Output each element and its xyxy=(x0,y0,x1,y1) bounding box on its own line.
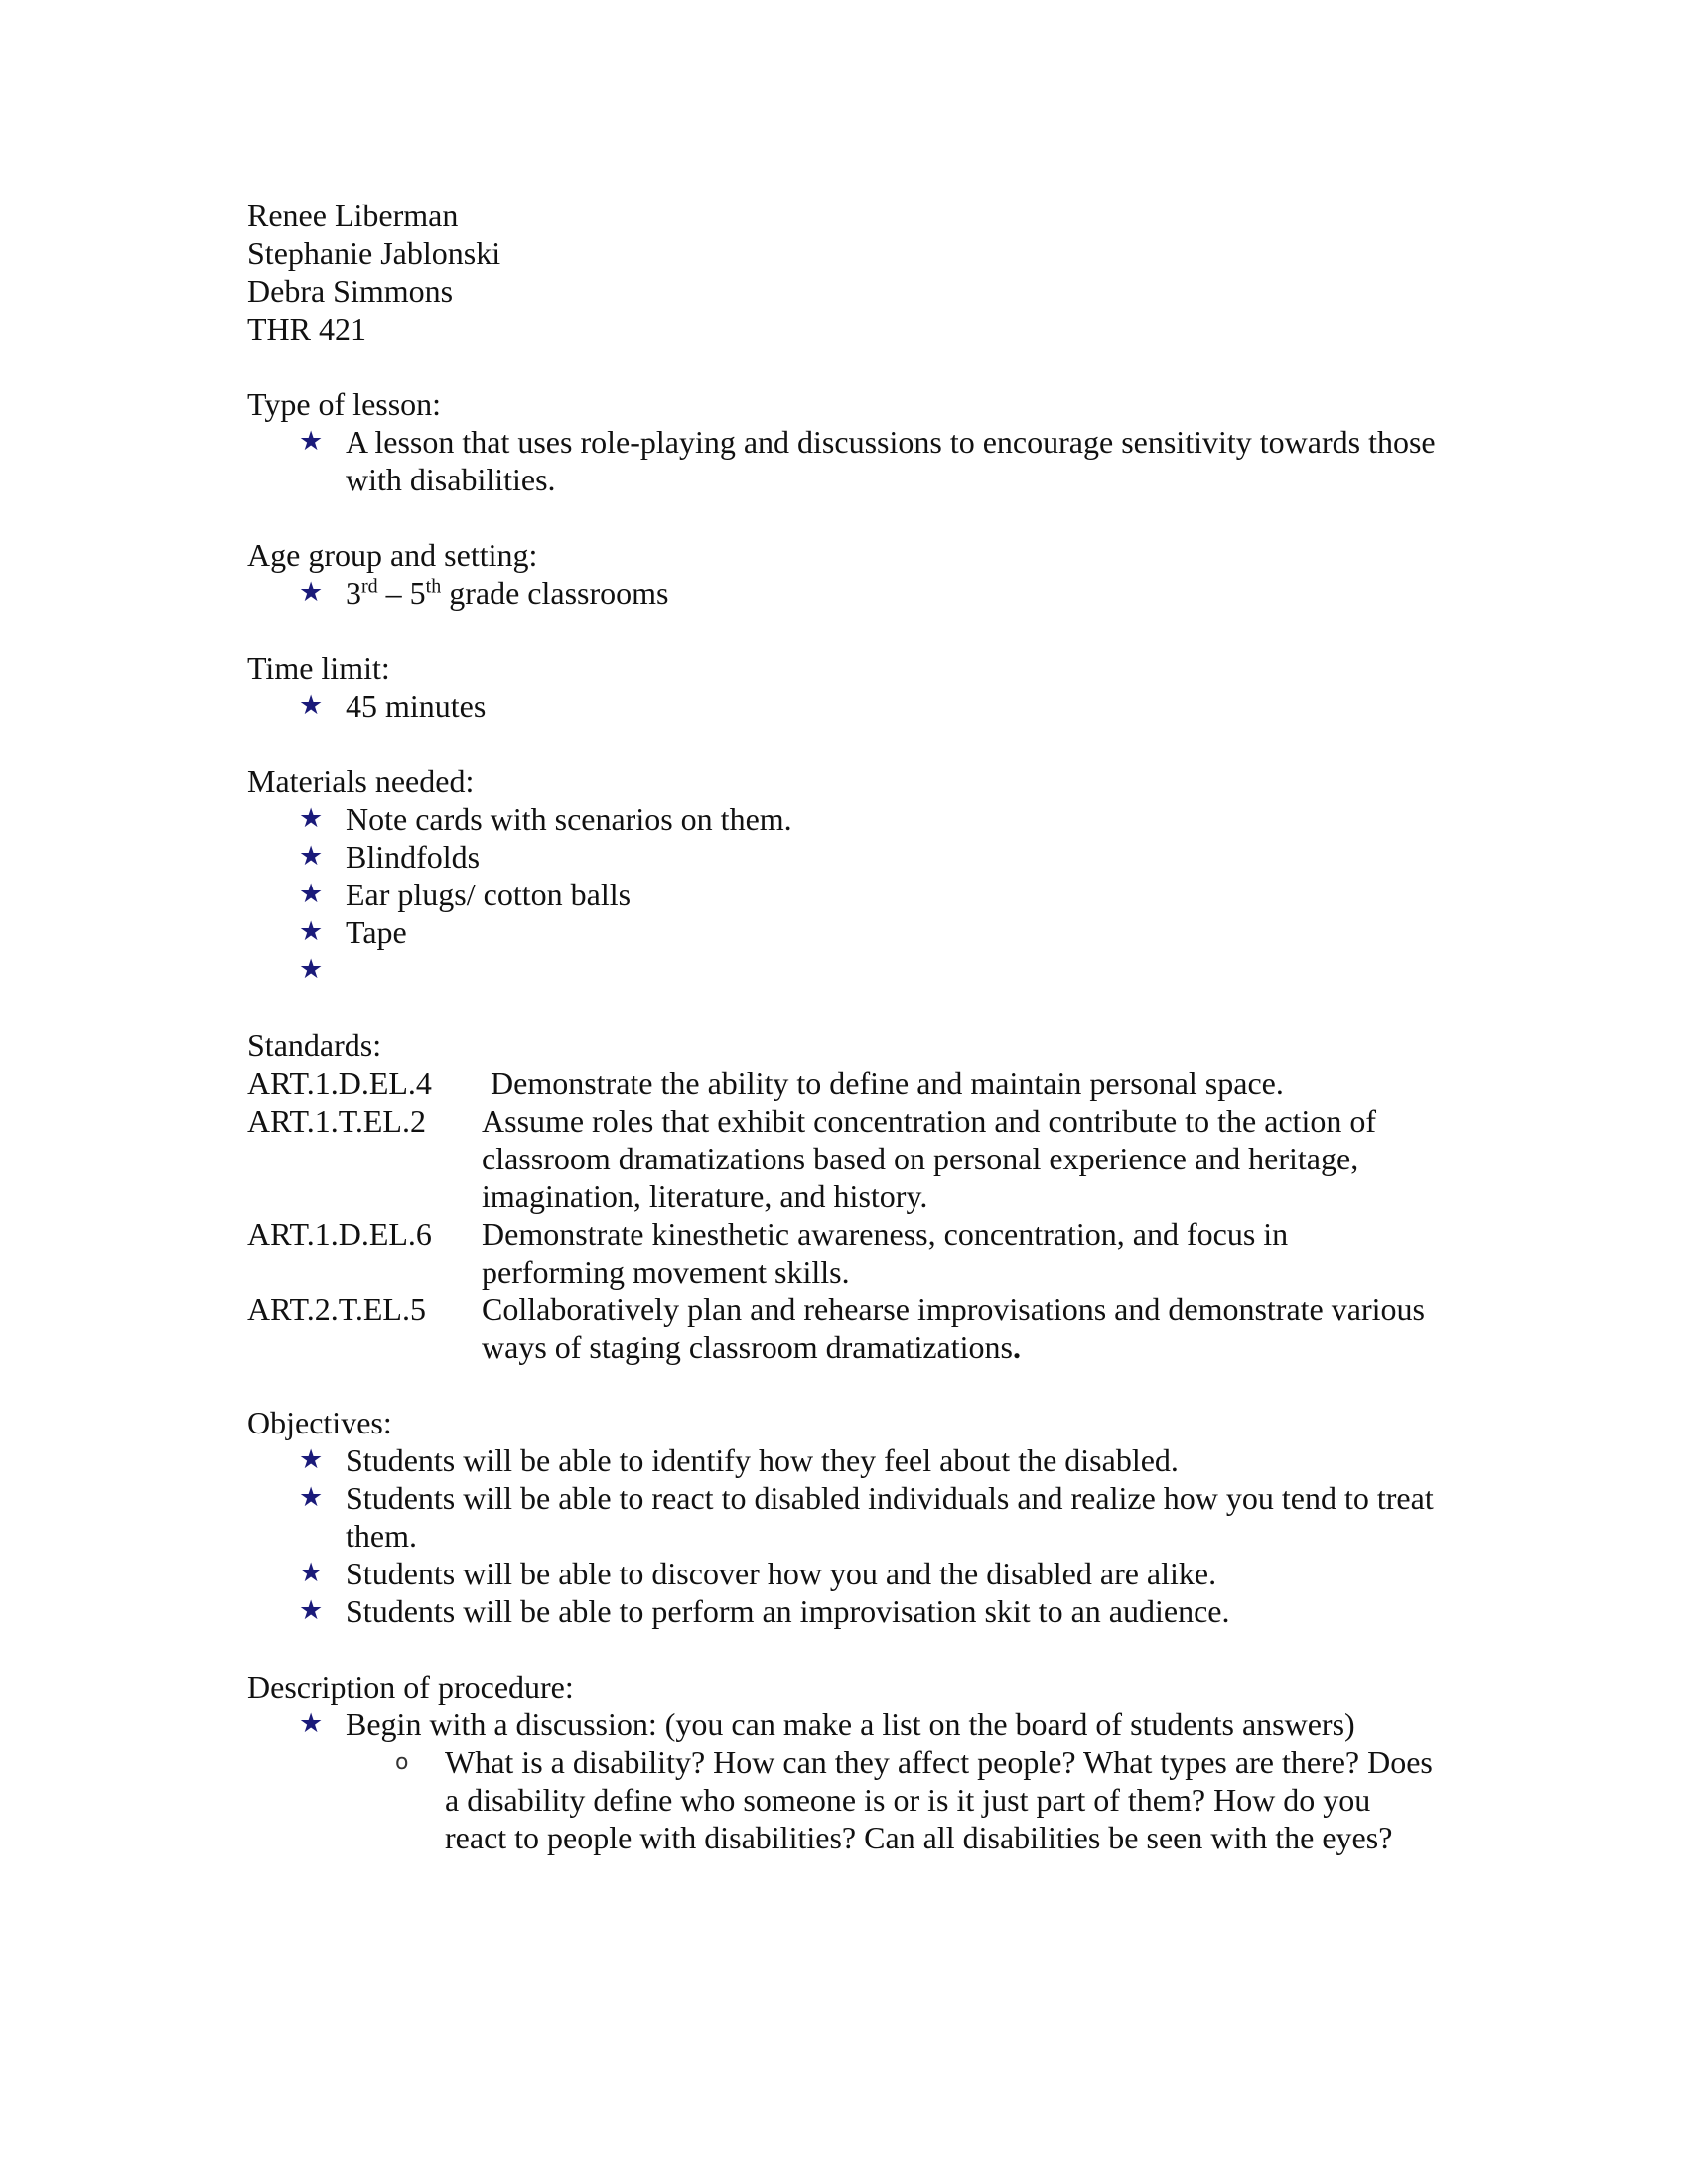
list-item-text: Students will be able to discover how you and the disabled are alike. xyxy=(346,1556,1217,1591)
section-procedure xyxy=(247,1668,1498,1856)
section-heading: Time limit: xyxy=(247,650,390,686)
list-item xyxy=(247,1479,1498,1555)
dash: – xyxy=(377,575,410,611)
list-item-text xyxy=(346,574,1487,612)
star-bullet-icon: ★ xyxy=(299,1482,324,1513)
star-bullet-icon: ★ xyxy=(299,841,324,872)
standard-code: ART.2.T.EL.5 xyxy=(247,1292,426,1327)
list-item xyxy=(247,423,1498,498)
standard-code: ART.1.D.EL.6 xyxy=(247,1216,432,1252)
star-bullet-icon: ★ xyxy=(299,1444,324,1475)
list-item-text: Blindfolds xyxy=(346,839,481,875)
standard-description-period: . xyxy=(1012,1329,1021,1365)
star-bullet-icon: ★ xyxy=(299,426,324,457)
list-item xyxy=(247,1441,1498,1479)
section-time-limit xyxy=(247,649,1498,725)
list-item-text: Begin with a discussion: (you can make a list on the board of students answers) xyxy=(346,1706,1355,1742)
ordinal-suffix: rd xyxy=(361,575,378,598)
list-item xyxy=(247,1555,1498,1592)
list-item xyxy=(247,800,1498,838)
star-bullet-icon: ★ xyxy=(299,690,324,721)
section-standards xyxy=(247,1026,1498,1366)
course-code: THR 421 xyxy=(247,311,366,346)
star-bullet-icon: ★ xyxy=(299,954,324,985)
list-item-text xyxy=(346,951,1487,989)
list-item xyxy=(247,1706,1498,1743)
standard-description: Demonstrate kinesthetic awareness, concentration, and focus in performing movement skills. xyxy=(482,1216,1289,1290)
section-heading: Objectives: xyxy=(247,1405,392,1440)
star-bullet-icon: ★ xyxy=(299,1558,324,1588)
standard-description xyxy=(482,1291,1425,1366)
star-bullet-icon: ★ xyxy=(299,879,324,909)
ordinal-suffix: th xyxy=(425,575,442,598)
section-materials xyxy=(247,762,1498,989)
list-item-text: Note cards with scenarios on them. xyxy=(346,801,792,837)
list-item xyxy=(247,876,1498,913)
star-bullet-icon: ★ xyxy=(299,1708,324,1739)
sub-list-item-text: What is a disability? How can they affect people? What types are there? Does a disability define who someone is or is it just part of them? How do you react to people with disabilities? Can all disabilities be seen with the eyes? xyxy=(445,1744,1433,1855)
list-item-text: Students will be able to identify how they feel about the disabled. xyxy=(346,1442,1179,1478)
standard-description-text: Collaboratively plan and rehearse improvisations and demonstrate various ways of staging classroom dramatizations xyxy=(482,1292,1425,1365)
section-type-of-lesson xyxy=(247,385,1498,498)
list-item-text: A lesson that uses role-playing and discussions to encourage sensitivity towards those with disabilities. xyxy=(346,424,1436,497)
list-item xyxy=(247,574,1498,612)
star-bullet-icon: ★ xyxy=(299,1595,324,1626)
list-item-text: 45 minutes xyxy=(346,688,487,724)
grade-rest: grade classrooms xyxy=(441,575,669,611)
author-name: Stephanie Jablonski xyxy=(247,235,501,271)
list-item xyxy=(247,687,1498,725)
section-age-group xyxy=(247,536,1498,612)
standard-code: ART.1.T.EL.2 xyxy=(247,1103,426,1139)
author-name: Debra Simmons xyxy=(247,273,454,309)
section-objectives xyxy=(247,1404,1498,1630)
star-bullet-icon: ★ xyxy=(299,803,324,834)
section-heading: Materials needed: xyxy=(247,763,475,799)
list-item xyxy=(247,838,1498,876)
document-page xyxy=(247,197,1498,1856)
sub-list-item xyxy=(395,1743,1498,1856)
list-item-text: Students will be able to perform an improvisation skit to an audience. xyxy=(346,1593,1230,1629)
star-bullet-icon: ★ xyxy=(299,916,324,947)
star-bullet-icon: ★ xyxy=(299,577,324,608)
standard-row xyxy=(247,1064,1498,1102)
standard-row xyxy=(247,1215,1498,1291)
list-item xyxy=(247,1592,1498,1630)
list-item-text: Ear plugs/ cotton balls xyxy=(346,877,632,912)
standard-row xyxy=(247,1102,1498,1215)
standard-row xyxy=(247,1291,1498,1366)
section-heading: Standards: xyxy=(247,1027,382,1063)
list-item-text: Students will be able to react to disabled individuals and realize how you tend to treat them. xyxy=(346,1480,1434,1554)
grade-start: 3 xyxy=(346,575,361,611)
standard-description: Assume roles that exhibit concentration and contribute to the action of classroom dramatizations based on personal experience and heritage, imagination, literature, and history. xyxy=(482,1103,1377,1214)
standard-code: ART.1.D.EL.4 xyxy=(247,1065,432,1101)
grade-end: 5 xyxy=(409,575,426,611)
list-item-empty xyxy=(247,951,1498,989)
standard-description: Demonstrate the ability to define and maintain personal space. xyxy=(491,1065,1284,1101)
list-item-text: Tape xyxy=(346,914,407,950)
author-block xyxy=(247,197,1498,347)
section-heading: Type of lesson: xyxy=(247,386,442,422)
author-name: Renee Liberman xyxy=(247,198,459,233)
sub-list xyxy=(247,1743,1498,1856)
section-heading: Description of procedure: xyxy=(247,1669,574,1705)
circle-bullet-icon: o xyxy=(395,1750,409,1775)
list-item xyxy=(247,913,1498,951)
section-heading: Age group and setting: xyxy=(247,537,538,573)
